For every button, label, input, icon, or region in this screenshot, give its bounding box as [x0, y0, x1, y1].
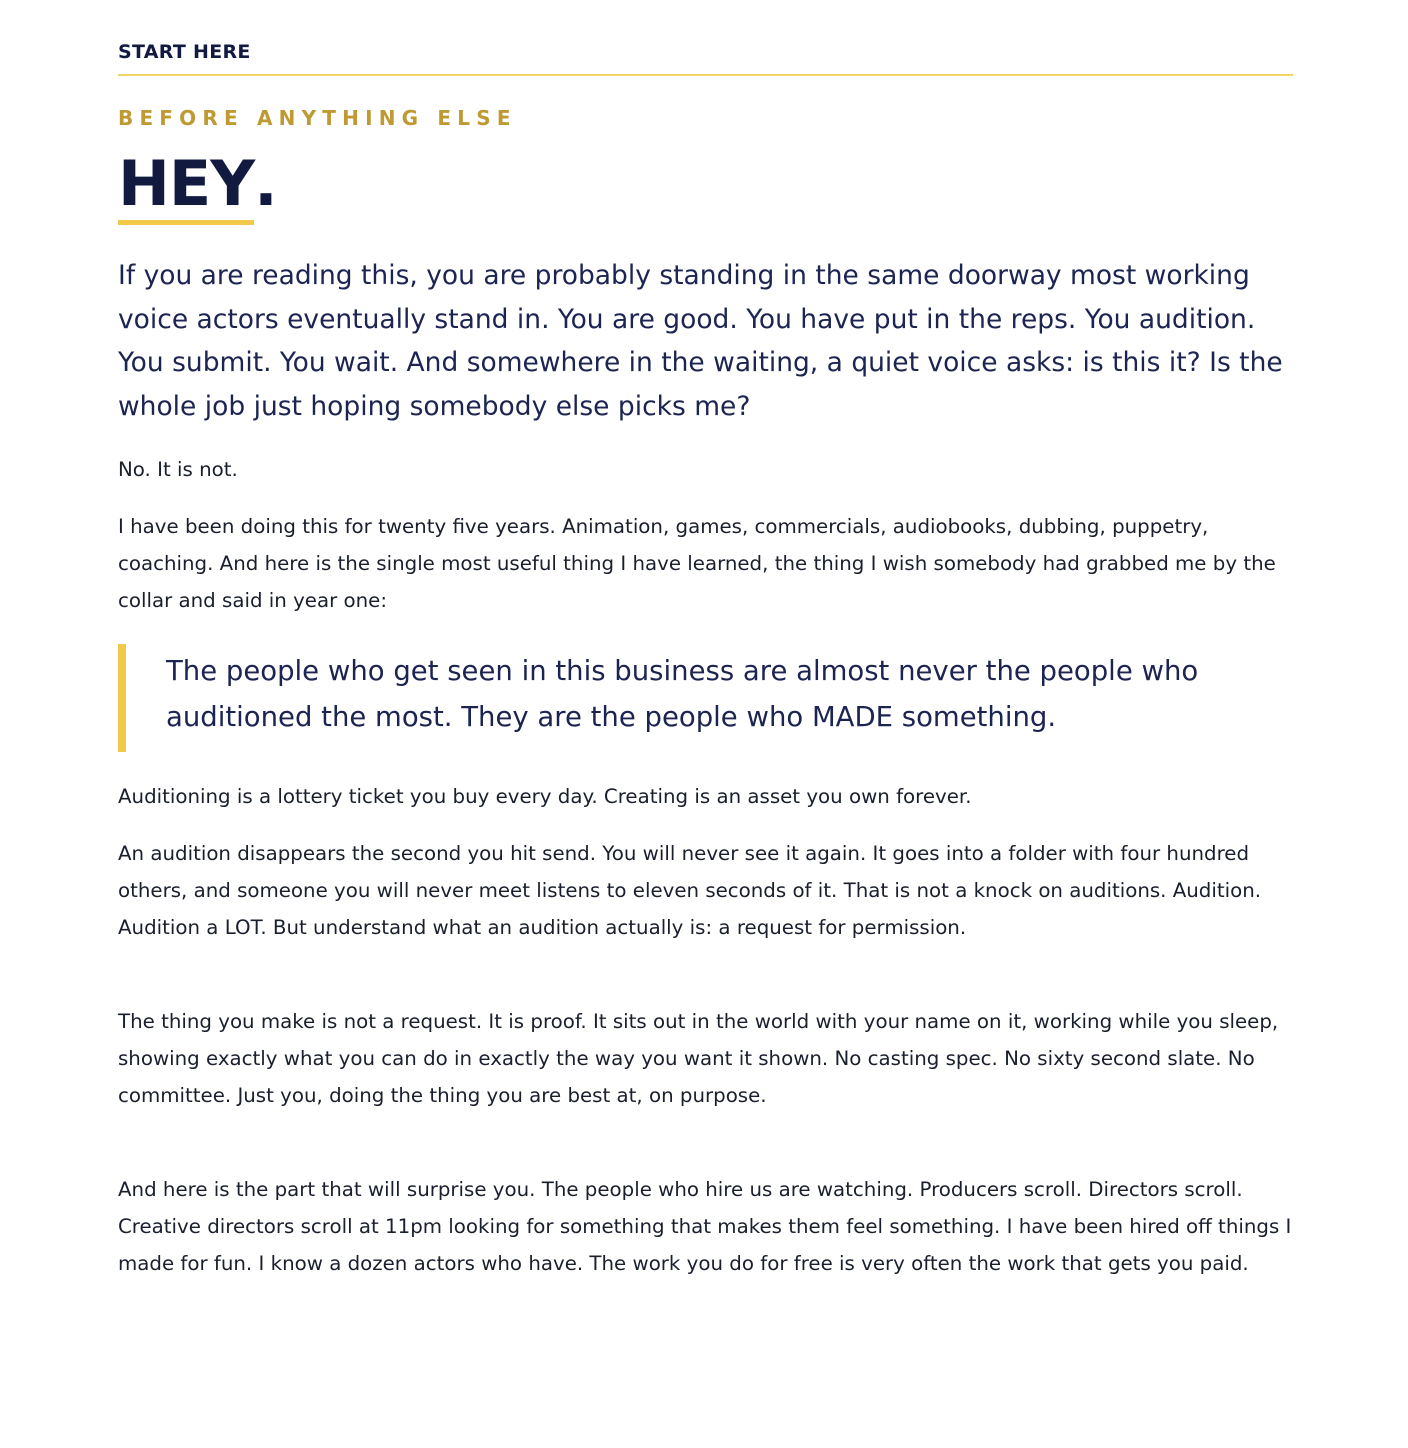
- paragraph-6: And here is the part that will surprise you. The people who hire us are watching. Producers scroll. Directors scroll. Creative directors scroll at 11pm looking for something that makes them feel something. I have been hired off things I made for fun. I know a dozen actors who have. The work you do for free is very often the work that gets you paid.: [118, 1178, 1292, 1275]
- title-punctuation: .: [254, 147, 278, 220]
- paragraph-2: I have been doing this for twenty five years. Animation, games, commercials, audiobooks, dubbing, puppetry, coaching. And here is the single most useful thing I have learned, the thing I wish somebody had grabbed me by the collar and said in year one:: [118, 515, 1276, 612]
- paragraph-3: Auditioning is a lottery ticket you buy every day. Creating is an asset you own forever.: [118, 785, 972, 808]
- paragraph-5: The thing you make is not a request. It is proof. It sits out in the world with your name on it, working while you sleep, showing exactly what you can do in exactly the way you want it shown. No casting spec. No sixty second slate. No committee. Just you, doing the thing you are best at, on purpose.: [118, 1010, 1279, 1107]
- title-block: [118, 148, 278, 230]
- section-label: START HERE: [118, 41, 251, 63]
- paragraph-4: An audition disappears the second you hit send. You will never see it again. It goes into a folder with four hundred others, and someone you will never meet listens to eleven seconds of it. That is not a knock on auditions. Audition. Audition a LOT. But understand what an audition actually is: a request for permission.: [118, 842, 1262, 939]
- eyebrow-label: BEFORE ANYTHING ELSE: [118, 106, 517, 130]
- pull-quote: [118, 644, 1293, 752]
- paragraph-1: No. It is not.: [118, 458, 238, 481]
- page-header: [118, 38, 1293, 76]
- page-title: HEY: [118, 148, 254, 225]
- pull-quote-text: The people who get seen in this business are almost never the people who auditioned the most. They are the people who MADE something.: [166, 655, 1199, 733]
- lead-paragraph: If you are reading this, you are probably standing in the same doorway most working voice actors eventually stand in. You are good. You have put in the reps. You audition. You submit. You wait. And somewhere in the waiting, a quiet voice asks: is this it? Is the whole job just hoping somebody else picks me?: [118, 260, 1283, 422]
